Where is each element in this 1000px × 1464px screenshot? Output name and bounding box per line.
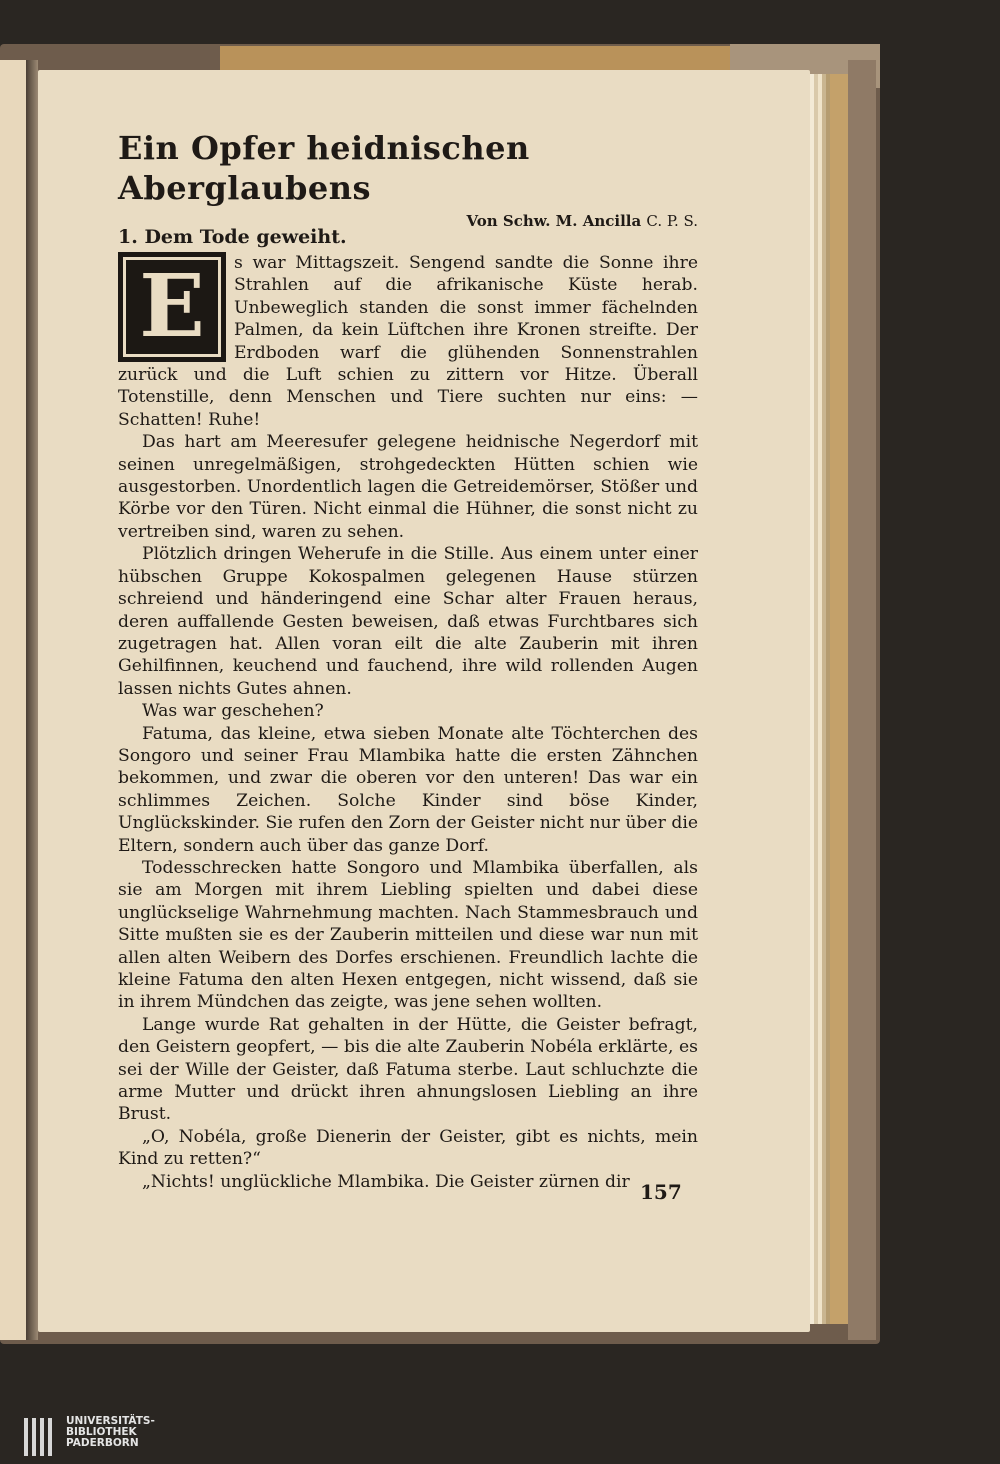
- library-name-line: BIBLIOTHEK: [66, 1426, 137, 1438]
- author-order: C. P. S.: [646, 212, 698, 230]
- cover-back: [848, 60, 876, 1340]
- paragraph: „Nichts! unglückliche Mlambika. Die Geister zürnen dir: [142, 1171, 630, 1192]
- library-footer: [0, 1414, 1000, 1464]
- page-number: 157: [640, 1180, 682, 1204]
- initial-letter: E: [139, 256, 205, 357]
- byline-row: [118, 208, 698, 252]
- section-heading: 1. Dem Tode geweiht.: [118, 226, 347, 248]
- author-byline: [467, 212, 698, 230]
- library-name: [66, 1416, 155, 1449]
- decorative-initial: [118, 252, 226, 362]
- author-name: Von Schw. M. Ancilla: [466, 212, 642, 230]
- page-edge: [830, 74, 848, 1324]
- paragraph: [118, 252, 698, 431]
- paragraph: Das hart am Meeresufer gelegene heidnische Negerdorf mit seinen unregelmäßigen, strohgedeckten Hütten schien wie ausgestorben. Unordentlich lagen die Getreidemörser, Stößer und Körbe vor den Türen. Nicht einmal die Hühner, die sonst nicht zu vertreiben sind, waren zu sehen.: [118, 432, 698, 542]
- paragraph: Was war geschehen?: [142, 701, 324, 722]
- book-gutter: [26, 60, 38, 1340]
- article-title: Ein Opfer heidnischen Aberglaubens: [118, 129, 530, 207]
- paragraph: Fatuma, das kleine, etwa sieben Monate alte Töchterchen des Songoro und seiner Frau Mlambika hatte die ersten Zähnchen bekommen, und zwar die oberen vor den unteren! Das war ein schlimmes Zeichen. Solche Kinder sind böse Kinder, Unglückskinder. Sie rufen den Zorn der Geister nicht nur über die Eltern, sondern auch über das ganze Dorf.: [118, 723, 698, 856]
- paragraph: Todesschrecken hatte Songoro und Mlambika überfallen, als sie am Morgen mit ihrem Liebling spielten und dabei diese unglückselige Wahrnehmung machten. Nach Stammesbrauch und Sitte mußten sie es der Zauberin mitteilen und diese war nun mit allen alten Weibern des Dorfes erschienen. Freundlich lachte die kleine Fatuma den alten Hexen entgegen, nicht wissend, daß sie in ihrem Mündchen das zeigte, was jene sehen wollten.: [118, 857, 698, 1013]
- library-logo-icon: [24, 1418, 58, 1456]
- paragraph: „O, Nobéla, große Dienerin der Geister, gibt es nichts, mein Kind zu retten?“: [118, 1126, 698, 1170]
- left-page-edge: [0, 60, 28, 1340]
- paragraph-text: s war Mittagszeit. Sengend sandte die Sonne ihre Strahlen auf die afrikanische Küste herab. Unbeweglich standen die sonst immer fächelnden Palmen, da kein Lüftchen ihre Kronen streifte. Der Erdboden warf die glühenden Sonnenstrahlen zurück und die Luft schien zu zittern vor Hitze. Überall Totenstille, denn Menschen und Tiere suchten nur eins: — Schatten! Ruhe!: [118, 253, 698, 430]
- paragraph: Lange wurde Rat gehalten in der Hütte, die Geister befragt, den Geistern geopfert, — bis die alte Zauberin Nobéla erklärte, es sei der Wille der Geister, daß Fatuma sterbe. Laut schluchzte die arme Mutter und drückt ihren ahnungslosen Liebling an ihre Brust.: [118, 1014, 698, 1125]
- article: [118, 128, 698, 1193]
- article-body: [118, 252, 698, 1193]
- library-name-line: UNIVERSITÄTS-: [66, 1415, 155, 1427]
- library-name-line: PADERBORN: [66, 1437, 139, 1449]
- paragraph: Plötzlich dringen Weherufe in die Stille. Aus einem unter einer hübschen Gruppe Kokospalmen gelegenen Hause stürzen schreiend und händeringend eine Schar alter Frauen heraus, deren auffallende Gesten beweisen, daß etwas Furchtbares sich zugetragen hat. Allen voran eilt die alte Zauberin mit ihren Gehilfinnen, keuchend und fauchend, ihre wild rollenden Augen lassen nichts Gutes ahnen.: [118, 544, 698, 699]
